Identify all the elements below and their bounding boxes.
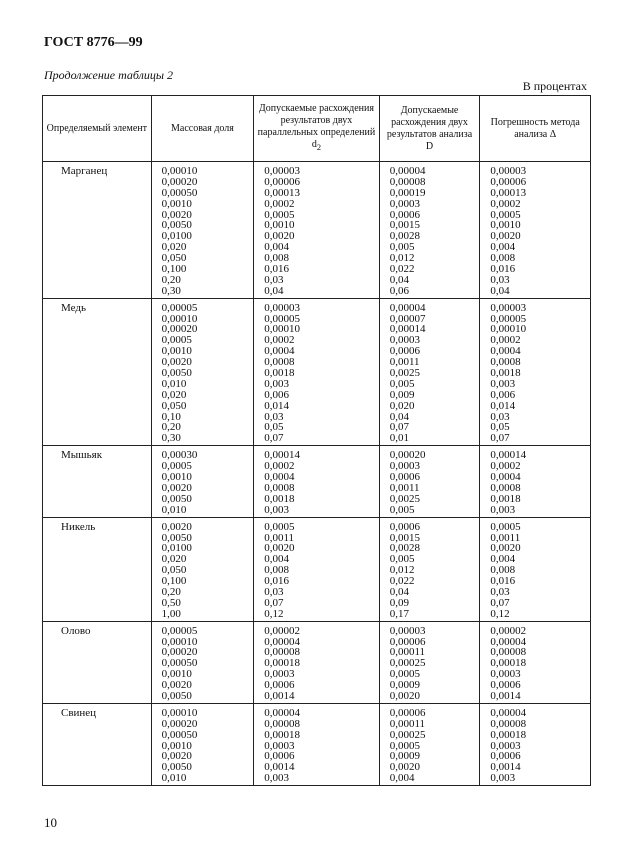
value: 0,0028 (389, 542, 420, 555)
value: 0,0008 (490, 481, 521, 494)
value: 0,020 (161, 388, 187, 401)
table-row (43, 162, 591, 299)
value: 0,03 (490, 585, 510, 598)
value: 0,00011 (389, 646, 426, 659)
col-header-result-tolerance: Допускаемые расхождения двух результатов анализа D (379, 96, 480, 162)
method-error-cell (480, 298, 591, 446)
value: 0,04 (389, 585, 409, 598)
element-name: Свинец (43, 703, 152, 785)
value: 0,0050 (161, 492, 192, 505)
value: 0,0025 (389, 492, 420, 505)
value: 0,003 (490, 503, 516, 516)
value: 0,0002 (264, 197, 295, 210)
value: 1,00 (161, 607, 181, 620)
value: 0,03 (490, 273, 510, 286)
value: 0,005 (389, 503, 415, 516)
value: 0,016 (264, 575, 289, 588)
value: 0,0014 (490, 761, 521, 774)
value: 0,12 (490, 607, 510, 620)
value: 0,0006 (389, 520, 420, 533)
value: 0,0004 (490, 345, 521, 358)
value: 0,01 (389, 432, 409, 445)
value: 0,022 (389, 263, 415, 276)
mass-fraction-cell (151, 298, 254, 446)
value: 0,0006 (389, 208, 420, 221)
table-row (43, 446, 591, 517)
value: 0,0005 (264, 520, 295, 533)
value: 0,0010 (161, 345, 192, 358)
value: 0,0020 (161, 520, 192, 533)
col-header-mass-fraction: Массовая доля (151, 96, 254, 162)
table-row (43, 621, 591, 703)
element-name: Никель (43, 517, 152, 621)
value: 0,010 (161, 503, 187, 516)
value: 0,00020 (161, 646, 198, 659)
value: 0,016 (490, 263, 516, 276)
value: 0,0025 (389, 367, 420, 380)
method-error-cell (480, 621, 591, 703)
value: 0,00014 (264, 449, 300, 462)
value: 0,0100 (161, 542, 192, 555)
value: 0,008 (490, 564, 516, 577)
value: 0,03 (490, 410, 510, 423)
value: 0,0010 (264, 219, 295, 232)
value: 0,0011 (389, 356, 420, 369)
value: 0,00050 (161, 186, 198, 199)
value: 0,30 (161, 284, 181, 297)
value: 0,0004 (264, 345, 295, 358)
value: 0,010 (161, 772, 187, 785)
value: 0,12 (264, 607, 284, 620)
value: 0,00025 (389, 657, 426, 670)
standard-title: ГОСТ 8776—99 (44, 35, 143, 50)
value: 0,00004 (490, 706, 527, 719)
col-header-subscript: 2 (316, 143, 322, 152)
result-tolerance-cell (379, 298, 480, 446)
value: 0,0020 (264, 230, 295, 243)
value: 0,0015 (389, 219, 420, 232)
value: 0,0005 (264, 208, 295, 221)
mass-fraction-cell (151, 517, 254, 621)
value: 0,00006 (389, 706, 426, 719)
value: 0,050 (161, 399, 187, 412)
value: 0,00005 (490, 312, 527, 325)
value: 0,00004 (490, 635, 527, 648)
value: 0,0003 (490, 739, 521, 752)
value: 0,04 (389, 273, 409, 286)
value: 0,006 (490, 388, 516, 401)
value: 0,0014 (264, 761, 295, 774)
value: 0,0004 (490, 471, 521, 484)
value: 0,00007 (389, 312, 426, 325)
value: 0,0005 (161, 460, 192, 473)
value: 0,00003 (490, 301, 527, 314)
value: 0,008 (264, 252, 289, 265)
value: 0,30 (161, 432, 181, 445)
value: 0,0005 (161, 334, 192, 347)
value: 0,00006 (389, 635, 426, 648)
parallel-tolerance-cell (254, 621, 380, 703)
value: 0,0002 (264, 334, 295, 347)
value: 0,0006 (264, 679, 295, 692)
value: 0,0003 (264, 739, 295, 752)
value: 0,004 (264, 553, 289, 566)
value: 0,003 (264, 377, 289, 390)
value: 0,0003 (389, 460, 420, 473)
value: 0,00010 (264, 323, 300, 336)
value: 0,07 (389, 421, 409, 434)
value: 0,0020 (389, 689, 420, 702)
value: 0,00020 (161, 175, 198, 188)
value: 0,006 (264, 388, 289, 401)
value: 0,00020 (161, 717, 198, 730)
value: 0,00011 (389, 717, 426, 730)
value: 0,050 (161, 252, 187, 265)
value: 0,00008 (264, 717, 300, 730)
value: 0,004 (389, 772, 415, 785)
value: 0,00010 (161, 635, 198, 648)
value: 0,003 (490, 772, 516, 785)
result-tolerance-cell (379, 703, 480, 785)
value: 0,05 (264, 421, 284, 434)
value: 0,0018 (490, 492, 521, 505)
value: 0,00008 (264, 646, 300, 659)
value: 0,00010 (161, 312, 198, 325)
parallel-tolerance-cell (254, 162, 380, 299)
value: 0,005 (389, 553, 415, 566)
value: 0,20 (161, 273, 181, 286)
element-name: Олово (43, 621, 152, 703)
value: 0,0020 (490, 542, 521, 555)
value: 0,0020 (161, 679, 192, 692)
value: 0,0020 (490, 230, 521, 243)
method-error-cell (480, 703, 591, 785)
value: 0,00006 (264, 175, 300, 188)
value: 0,0010 (161, 739, 192, 752)
value: 0,00003 (264, 165, 300, 177)
value: 0,00010 (161, 165, 198, 177)
table-continuation-caption: Продолжение таблицы 2 (44, 68, 174, 82)
value: 0,09 (389, 596, 409, 609)
value: 0,0050 (161, 367, 192, 380)
col-header-parallel-tolerance (254, 96, 380, 162)
value: 0,03 (264, 410, 284, 423)
value: 0,014 (490, 399, 516, 412)
result-tolerance-cell (379, 162, 480, 299)
value: 0,0018 (490, 367, 521, 380)
value: 0,00010 (490, 323, 527, 336)
table-header-row (43, 96, 591, 162)
value: 0,07 (490, 432, 510, 445)
page-number: 10 (44, 815, 57, 830)
value: 0,016 (490, 575, 516, 588)
value: 0,0003 (389, 197, 420, 210)
value: 0,0003 (490, 668, 521, 681)
element-name: Мышьяк (43, 446, 152, 517)
value: 0,020 (161, 241, 187, 254)
element-name: Медь (43, 298, 152, 446)
table-row (43, 703, 591, 785)
value: 0,00008 (389, 175, 426, 188)
value: 0,0009 (389, 679, 420, 692)
parallel-tolerance-cell (254, 446, 380, 517)
value: 0,04 (389, 410, 409, 423)
value: 0,004 (264, 241, 289, 254)
value: 0,00010 (161, 706, 198, 719)
value: 0,0020 (161, 356, 192, 369)
value: 0,0020 (389, 761, 420, 774)
value: 0,00005 (264, 312, 300, 325)
value: 0,00014 (389, 323, 426, 336)
value: 0,012 (389, 252, 415, 265)
value: 0,00004 (389, 301, 426, 314)
col-header-parallel-tolerance-text: Допускаемые расхождения результатов двух параллельных определений d (257, 103, 376, 150)
value: 0,009 (389, 388, 415, 401)
value: 0,00018 (264, 728, 300, 741)
value: 0,07 (264, 596, 284, 609)
value: 0,100 (161, 575, 187, 588)
value: 0,020 (161, 553, 187, 566)
value: 0,00003 (389, 624, 426, 637)
value: 0,0002 (264, 460, 295, 473)
value: 0,0006 (264, 750, 295, 763)
method-error-cell (480, 162, 591, 299)
value: 0,0010 (161, 197, 192, 210)
mass-fraction-cell (151, 446, 254, 517)
value: 0,0008 (264, 356, 295, 369)
value: 0,0018 (264, 367, 295, 380)
value: 0,0011 (389, 481, 420, 494)
value: 0,003 (490, 377, 516, 390)
value: 0,00014 (490, 449, 527, 462)
value: 0,06 (389, 284, 409, 297)
value: 0,0050 (161, 219, 192, 232)
value: 0,00002 (264, 624, 300, 637)
value: 0,0020 (161, 481, 192, 494)
value: 0,05 (490, 421, 510, 434)
result-tolerance-cell (379, 621, 480, 703)
parallel-tolerance-cell (254, 703, 380, 785)
value: 0,0020 (264, 542, 295, 555)
value: 0,012 (389, 564, 415, 577)
table-row (43, 298, 591, 446)
value: 0,0028 (389, 230, 420, 243)
value: 0,07 (490, 596, 510, 609)
value: 0,008 (264, 564, 289, 577)
value: 0,00008 (490, 717, 527, 730)
value: 0,00006 (490, 175, 527, 188)
value: 0,00004 (264, 635, 300, 648)
value: 0,00018 (264, 657, 300, 670)
value: 0,00030 (161, 449, 198, 462)
value: 0,00005 (161, 624, 198, 637)
value: 0,0011 (490, 531, 521, 544)
value: 0,0020 (161, 750, 192, 763)
value: 0,04 (264, 284, 284, 297)
value: 0,0005 (389, 739, 420, 752)
value: 0,0002 (490, 460, 521, 473)
value: 0,0011 (264, 531, 295, 544)
parallel-tolerance-cell (254, 517, 380, 621)
value: 0,004 (490, 553, 516, 566)
value: 0,0003 (264, 668, 295, 681)
value: 0,022 (389, 575, 415, 588)
value: 0,020 (389, 399, 415, 412)
value: 0,100 (161, 263, 187, 276)
value: 0,016 (264, 263, 289, 276)
value: 0,03 (264, 273, 284, 286)
value: 0,0008 (490, 356, 521, 369)
value: 0,005 (389, 377, 415, 390)
col-header-method-error: Погрешность метода анализа Δ (480, 96, 591, 162)
value: 0,04 (490, 284, 510, 297)
value: 0,00002 (490, 624, 527, 637)
value: 0,0005 (490, 520, 521, 533)
value: 0,0002 (490, 197, 521, 210)
value: 0,0014 (264, 689, 295, 702)
value: 0,0006 (490, 679, 521, 692)
value: 0,00013 (490, 186, 527, 199)
value: 0,00013 (264, 186, 300, 199)
result-tolerance-cell (379, 446, 480, 517)
value: 0,0004 (264, 471, 295, 484)
value: 0,00003 (264, 301, 300, 314)
value: 0,0006 (490, 750, 521, 763)
tolerance-table (42, 95, 591, 786)
value: 0,0050 (161, 531, 192, 544)
value: 0,00050 (161, 728, 198, 741)
value: 0,0010 (490, 219, 521, 232)
value: 0,0050 (161, 689, 192, 702)
value: 0,00018 (490, 728, 527, 741)
value: 0,004 (490, 241, 516, 254)
value: 0,0100 (161, 230, 192, 243)
value: 0,10 (161, 410, 181, 423)
value: 0,00018 (490, 657, 527, 670)
value: 0,00008 (490, 646, 527, 659)
value: 0,003 (264, 772, 289, 785)
value: 0,0002 (490, 334, 521, 347)
mass-fraction-cell (151, 703, 254, 785)
element-name: Марганец (43, 162, 152, 299)
value: 0,0006 (389, 345, 420, 358)
table-row (43, 517, 591, 621)
value: 0,0014 (490, 689, 521, 702)
units-label: В процентах (522, 79, 587, 93)
value: 0,00003 (490, 165, 527, 177)
value: 0,07 (264, 432, 284, 445)
value: 0,20 (161, 585, 181, 598)
result-tolerance-cell (379, 517, 480, 621)
value: 0,014 (264, 399, 289, 412)
value: 0,0050 (161, 761, 192, 774)
method-error-cell (480, 446, 591, 517)
value: 0,00050 (161, 657, 198, 670)
value: 0,0010 (161, 471, 192, 484)
value: 0,010 (161, 377, 187, 390)
value: 0,0006 (389, 471, 420, 484)
value: 0,005 (389, 241, 415, 254)
value: 0,00020 (161, 323, 198, 336)
value: 0,03 (264, 585, 284, 598)
value: 0,0008 (264, 481, 295, 494)
value: 0,00019 (389, 186, 426, 199)
value: 0,008 (490, 252, 516, 265)
parallel-tolerance-cell (254, 298, 380, 446)
mass-fraction-cell (151, 162, 254, 299)
value: 0,0003 (389, 334, 420, 347)
value: 0,00005 (161, 301, 198, 314)
value: 0,0020 (161, 208, 192, 221)
col-header-element: Определяемый элемент (43, 96, 152, 162)
value: 0,0005 (389, 668, 420, 681)
method-error-cell (480, 517, 591, 621)
value: 0,00004 (264, 706, 300, 719)
value: 0,20 (161, 421, 181, 434)
table-body (43, 162, 591, 786)
value: 0,0015 (389, 531, 420, 544)
value: 0,0005 (490, 208, 521, 221)
value: 0,0009 (389, 750, 420, 763)
value: 0,00020 (389, 449, 426, 462)
value: 0,17 (389, 607, 409, 620)
value: 0,00004 (389, 165, 426, 177)
value: 0,003 (264, 503, 289, 516)
value: 0,50 (161, 596, 181, 609)
value: 0,0018 (264, 492, 295, 505)
value: 0,0010 (161, 668, 192, 681)
mass-fraction-cell (151, 621, 254, 703)
value: 0,050 (161, 564, 187, 577)
value: 0,00025 (389, 728, 426, 741)
